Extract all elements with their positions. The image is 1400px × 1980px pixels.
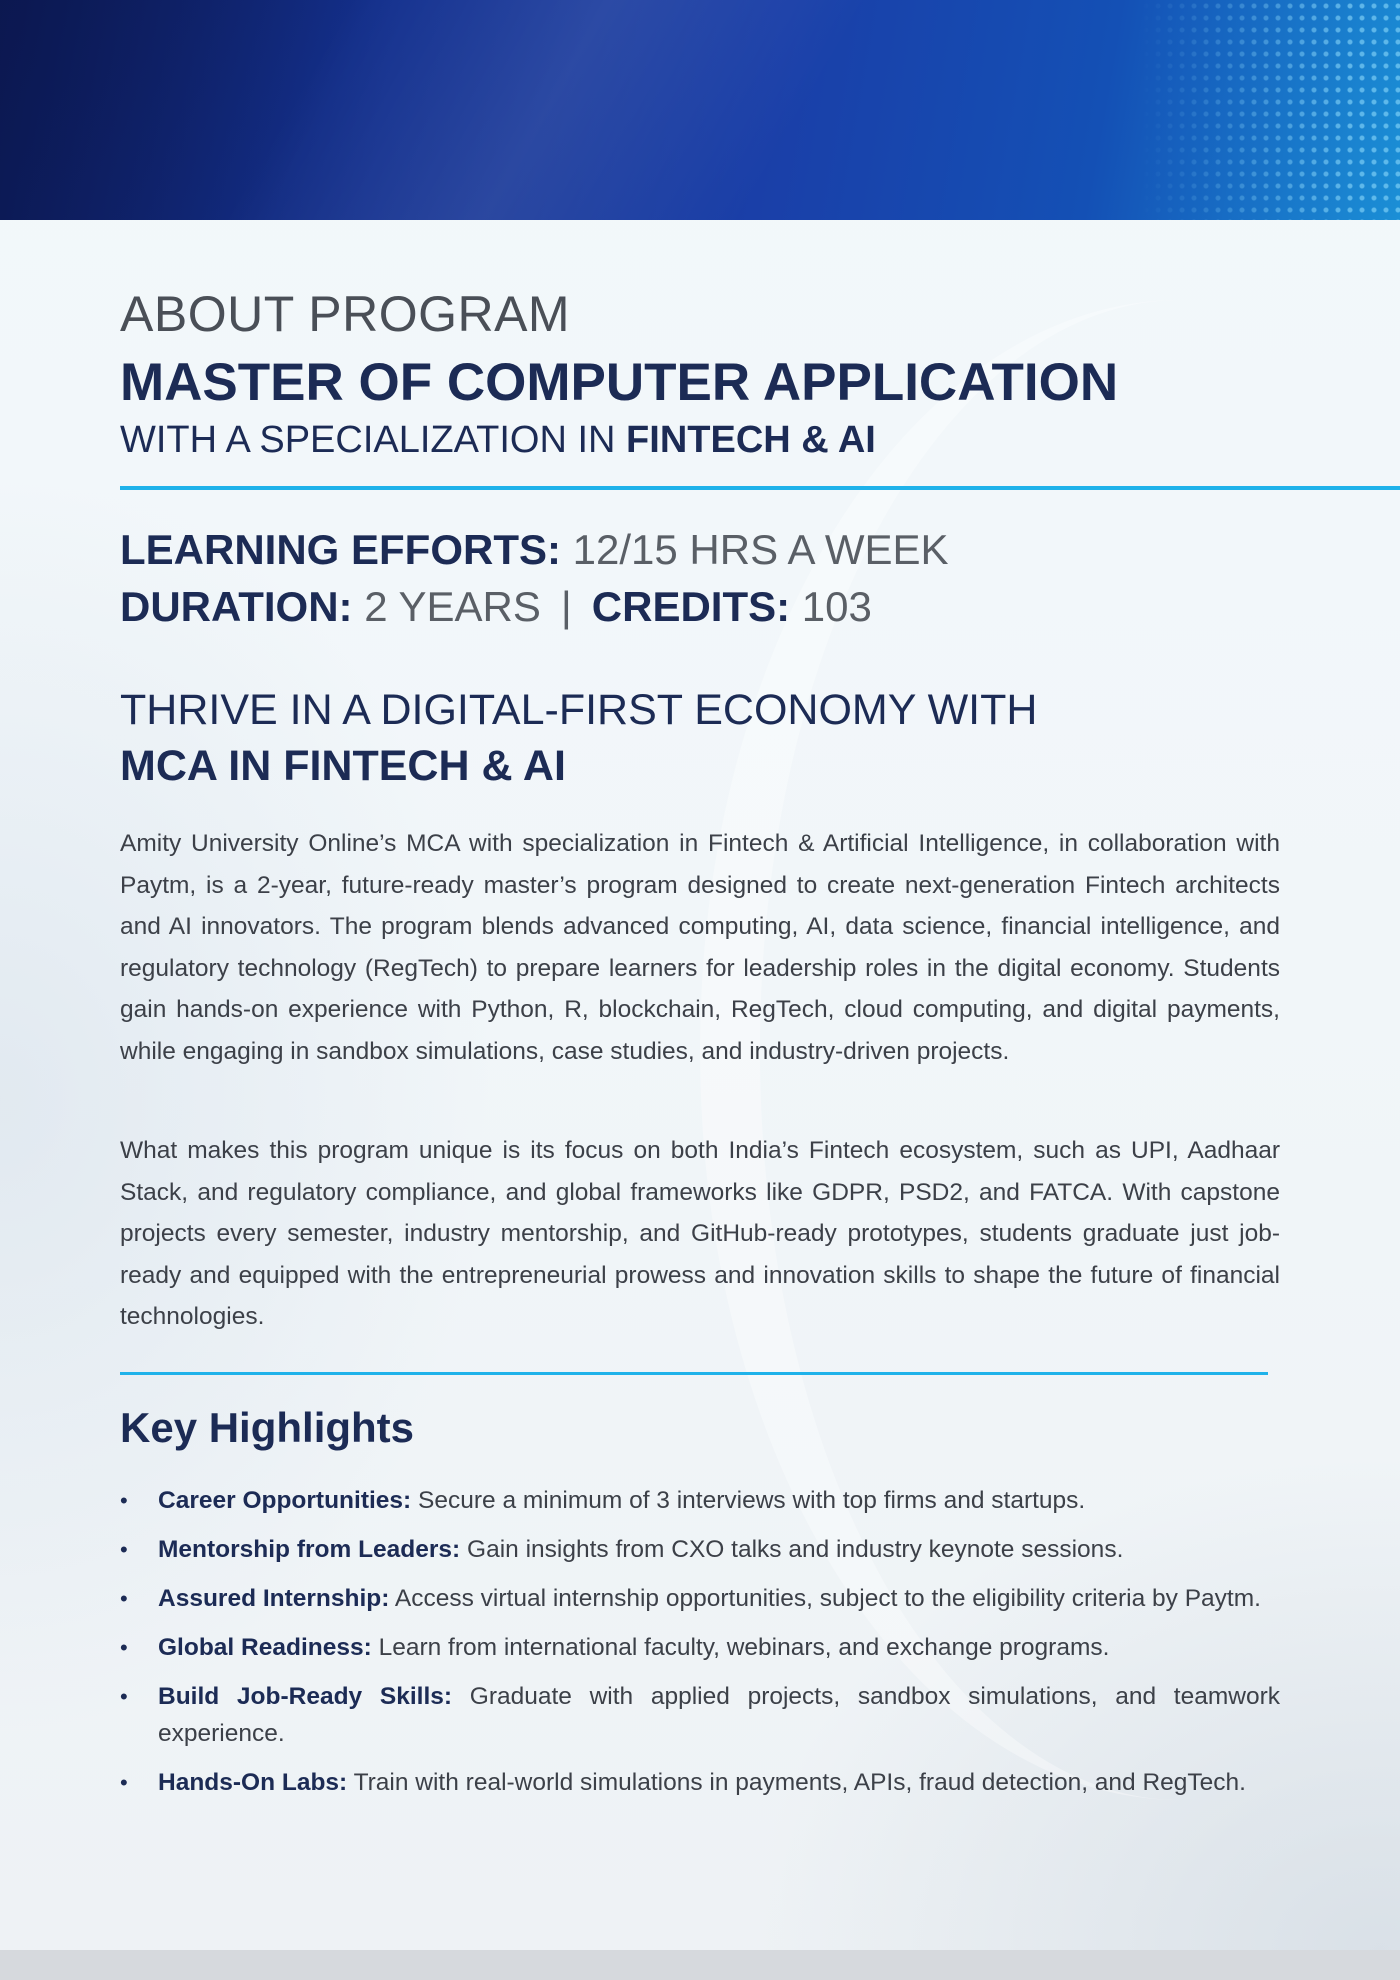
key-highlights-heading: Key Highlights [120,1404,415,1451]
meta-separator: | [560,583,572,630]
highlights-list [120,1482,1280,1813]
bullet-icon: • [120,1586,128,1611]
highlight-text: Learn from international faculty, webinars, and exchange programs. [371,1634,1110,1661]
highlight-text: Graduate with applied projects, sandbox simulations, and teamwork experience. [158,1683,1281,1747]
highlight-label: Global Readiness: [158,1634,372,1661]
bullet-icon: • [120,1537,128,1562]
duration-credits [120,581,872,633]
subtitle-prefix: WITH A SPECIALIZATION IN [120,419,627,461]
highlight-item-global [120,1629,1280,1666]
subtitle-specialization: FINTECH & AI [626,419,876,461]
highlight-item-mentorship [120,1531,1280,1568]
duration-label: DURATION: [120,583,353,630]
duration-value: 2 YEARS [352,583,541,630]
bullet-icon: • [120,1684,128,1709]
section-heading-line1: THRIVE IN A DIGITAL-FIRST ECONOMY WITH [120,686,1038,734]
learning-efforts [120,524,949,576]
bullet-icon: • [120,1488,128,1513]
eyebrow-heading: ABOUT PROGRAM [120,286,571,342]
credits-value: 103 [790,583,872,630]
highlight-label: Build Job-Ready Skills: [158,1683,453,1710]
highlight-label: Assured Internship: [158,1585,390,1612]
bullet-icon: • [120,1635,128,1660]
page-bottom-strip [0,1950,1400,1980]
section-divider [120,1372,1268,1375]
header-banner [0,0,1400,220]
highlight-text: Gain insights from CXO talks and industry keynote sessions. [460,1536,1124,1563]
program-unique-paragraph: What makes this program unique is its focus on both India’s Fintech ecosystem, such as UPI, Aadhaar Stack, and regulatory compliance, and global frameworks like GDPR, PSD2, and FATCA. With capstone projects every semester, industry mentorship, and GitHub-ready prototypes, students graduate just job-ready and equipped with the entrepreneurial prowess and innovation skills to shape the future of financial technologies. [120,1137,1280,1330]
credits-label: CREDITS: [591,583,791,630]
highlight-text: Secure a minimum of 3 interviews with top firms and startups. [411,1487,1086,1514]
highlight-text: Access virtual internship opportunities, subject to the eligibility criteria by Paytm. [389,1585,1261,1612]
section-heading-line2: MCA IN FINTECH & AI [120,742,566,790]
program-subtitle [120,416,876,464]
highlight-item-skills [120,1678,1280,1752]
efforts-value: 12/15 HRS A WEEK [560,526,949,573]
highlight-item-labs [120,1764,1280,1801]
highlight-label: Mentorship from Leaders: [158,1536,461,1563]
highlight-label: Hands-On Labs: [158,1769,348,1796]
highlight-label: Career Opportunities: [158,1487,412,1514]
bullet-icon: • [120,1770,128,1795]
program-title: MASTER OF COMPUTER APPLICATION [120,353,1119,412]
highlight-text: Train with real-world simulations in payments, APIs, fraud detection, and RegTech. [347,1769,1246,1796]
program-description-paragraph: Amity University Online’s MCA with specialization in Fintech & Artificial Intelligence, in collaboration with Paytm, is a 2-year, future-ready master’s program designed to create next-generation Fintech architects and AI innovators. The program blends advanced computing, AI, data science, financial intelligence, and regulatory technology (RegTech) to prepare learners for leadership roles in the digital economy. Students gain hands-on experience with Python, R, blockchain, RegTech, cloud computing, and digital payments, while engaging in sandbox simulations, case studies, and industry-driven projects. [120,830,1280,1065]
highlight-item-career [120,1482,1280,1519]
highlight-item-internship [120,1580,1280,1617]
header-divider [120,486,1400,490]
banner-dot-pattern [1140,0,1400,220]
efforts-label: LEARNING EFFORTS: [120,526,561,573]
